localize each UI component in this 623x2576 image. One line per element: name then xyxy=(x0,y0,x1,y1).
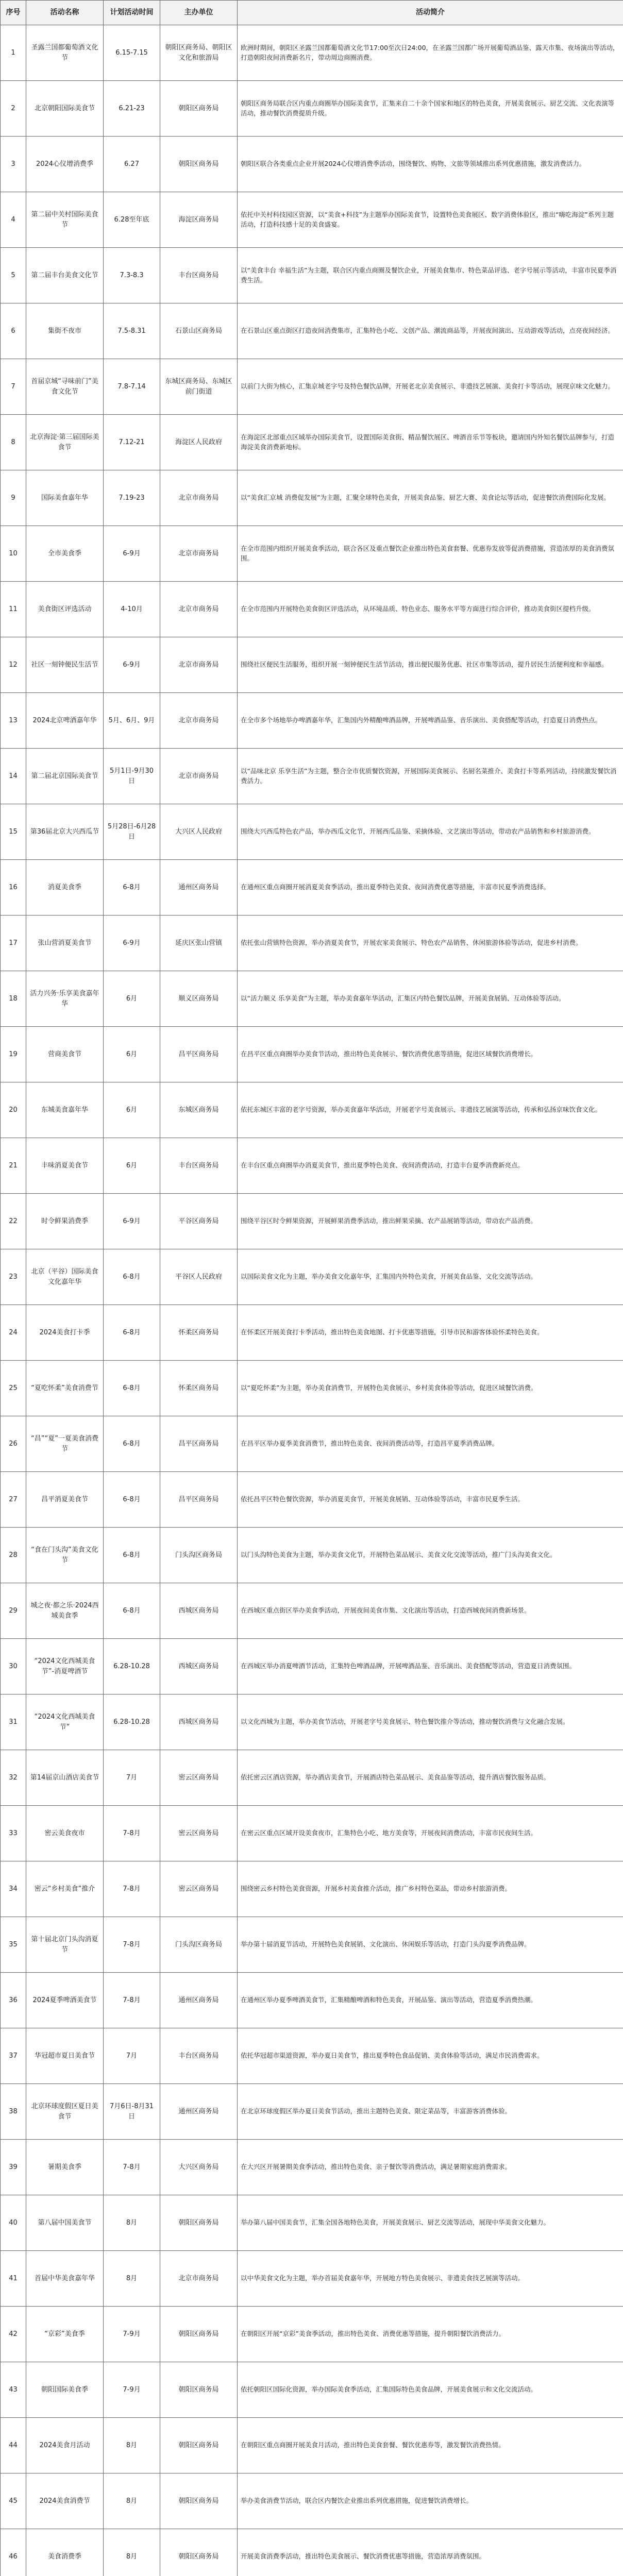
table-row xyxy=(1,137,623,192)
activity-description: 依托东城区丰富的老字号资源，举办美食嘉年华活动，开展老字号美食展示、非遗技艺展演等活动，传承和弘扬京味饮食文化。 xyxy=(238,1082,623,1138)
activity-name: 第二届北京国际美食节 xyxy=(26,749,104,804)
organizer: 通州区商务局 xyxy=(160,2084,238,2140)
row-number: 18 xyxy=(1,971,26,1027)
activity-description: 在朝阳区重点商圈开展美食月活动，推出特色美食套餐、餐饮优惠券等，激发餐饮消费热情。 xyxy=(238,2418,623,2473)
organizer: 丰台区商务局 xyxy=(160,2028,238,2084)
row-number: 17 xyxy=(1,916,26,971)
table-row xyxy=(1,1027,623,1082)
activity-time: 6-9月 xyxy=(104,1194,160,1249)
activity-description: 开展美食消费季活动，推出特色美食展示、餐饮消费优惠等措施，营造浓厚消费氛围。 xyxy=(238,2529,623,2576)
activity-name: “食在门头沟”美食文化节 xyxy=(26,1528,104,1583)
row-number: 1 xyxy=(1,25,26,81)
activity-time: 7-8月 xyxy=(104,2140,160,2195)
row-number: 29 xyxy=(1,1583,26,1639)
table-row xyxy=(1,2473,623,2529)
table-row xyxy=(1,1416,623,1472)
organizer: 顺义区商务局 xyxy=(160,971,238,1027)
table-row xyxy=(1,81,623,137)
activity-description: 在通州区举办夏季啤酒美食节，汇集精酿啤酒和特色美食，开展品鉴、演出等活动，营造夏季消费热潮。 xyxy=(238,1973,623,2028)
organizer: 大兴区商务局 xyxy=(160,2140,238,2195)
activity-time: 5月28日-6月28日 xyxy=(104,804,160,860)
row-number: 30 xyxy=(1,1639,26,1694)
row-number: 19 xyxy=(1,1027,26,1082)
table-row xyxy=(1,2195,623,2251)
organizer: 朝阳区商务局 xyxy=(160,2418,238,2473)
activity-description: 在大兴区开展暑期美食季活动，推出特色美食、亲子餐饮等消费活动，满足暑期家庭消费需求。 xyxy=(238,2140,623,2195)
organizer: 石景山区商务局 xyxy=(160,303,238,359)
row-number: 2 xyxy=(1,81,26,137)
activity-name: 第36届北京大兴西瓜节 xyxy=(26,804,104,860)
activity-name: 活力兴务·乐享美食嘉年华 xyxy=(26,971,104,1027)
row-number: 39 xyxy=(1,2140,26,2195)
header-desc: 活动简介 xyxy=(238,1,623,25)
organizer: 怀柔区商务局 xyxy=(160,1305,238,1361)
activity-time: 6.15-7.15 xyxy=(104,25,160,81)
activity-time: 7.19-23 xyxy=(104,470,160,526)
organizer: 朝阳区商务局 xyxy=(160,2529,238,2576)
table-row xyxy=(1,1194,623,1249)
organizer: 通州区商务局 xyxy=(160,1973,238,2028)
table-row xyxy=(1,1082,623,1138)
table-body xyxy=(1,25,623,2576)
table-row xyxy=(1,693,623,749)
organizer: 西城区商务局 xyxy=(160,1583,238,1639)
row-number: 5 xyxy=(1,248,26,303)
activity-description: 依托密云区酒店资源，举办酒店美食节，开展酒店特色菜品展示、美食品鉴等活动，提升酒店餐饮服务品质。 xyxy=(238,1750,623,1806)
activity-time: 6-8月 xyxy=(104,1305,160,1361)
activity-description: 围绕平谷区时令鲜果资源，开展鲜果消费季活动，推出鲜果采摘、农产品展销等活动，带动农产品消费。 xyxy=(238,1194,623,1249)
activity-time: 8月 xyxy=(104,2473,160,2529)
activity-description: 在西城区重点街区举办美食季活动，开展夜间美食市集、文化演出等活动，打造西城夜间消费新场景。 xyxy=(238,1583,623,1639)
activity-time: 6.28-10.28 xyxy=(104,1639,160,1694)
row-number: 40 xyxy=(1,2195,26,2251)
activity-time: 7-8月 xyxy=(104,1917,160,1973)
activity-time: 8月 xyxy=(104,2195,160,2251)
activity-time: 7-8月 xyxy=(104,1973,160,2028)
activity-description: 在全市范围内开展特色美食街区评选活动，从环境品质、特色业态、服务水平等方面进行综合评价，推动美食街区提档升级。 xyxy=(238,582,623,637)
organizer: 朝阳区商务局 xyxy=(160,2307,238,2362)
activity-name: “昌”“夏”一夏美食消费节 xyxy=(26,1416,104,1472)
activity-name: 密云“乡村美食”推介 xyxy=(26,1861,104,1917)
activity-time: 6-9月 xyxy=(104,526,160,582)
activity-name: 社区一刻钟便民生活节 xyxy=(26,637,104,693)
activity-description: 在海淀区北部重点区域举办国际美食节，设置国际美食街、精品餐饮展区、啤酒音乐节等板块，邀请国内外知名餐饮品牌参与，打造海淀美食消费新地标。 xyxy=(238,415,623,470)
row-number: 37 xyxy=(1,2028,26,2084)
row-number: 26 xyxy=(1,1416,26,1472)
table-row xyxy=(1,248,623,303)
activity-name: 第十届北京门头沟消夏节 xyxy=(26,1917,104,1973)
activity-name: 北京朝阳国际美食节 xyxy=(26,81,104,137)
organizer: 朝阳区商务局 xyxy=(160,2195,238,2251)
organizer: 昌平区商务局 xyxy=(160,1416,238,1472)
activity-name: 第14届京山酒店美食节 xyxy=(26,1750,104,1806)
activity-description: 以“美食丰台 幸福生活”为主题，联合区内重点商圈及餐饮企业，开展美食集市、特色菜品评选、老字号展示等活动，丰富市民夏季消费生活。 xyxy=(238,248,623,303)
organizer: 怀柔区商务局 xyxy=(160,1361,238,1416)
activity-description: 围绕大兴西瓜特色农产品，举办西瓜文化节，开展西瓜品鉴、采摘体验、文艺演出等活动，带动农产品销售和乡村旅游消费。 xyxy=(238,804,623,860)
activity-description: 依托华冠超市渠道资源，举办夏日美食节，推出夏季特色食品促销、美食体验等活动，满足市民消费需求。 xyxy=(238,2028,623,2084)
table-row xyxy=(1,2362,623,2418)
activity-time: 8月 xyxy=(104,2251,160,2307)
activity-description: 在昌平区重点商圈举办美食节活动，推出特色美食展示、餐饮消费优惠等措施，促进区域餐饮消费增长。 xyxy=(238,1027,623,1082)
activity-time: 6-8月 xyxy=(104,1472,160,1528)
organizer: 西城区商务局 xyxy=(160,1694,238,1750)
activity-name: 昌平消夏美食节 xyxy=(26,1472,104,1528)
row-number: 6 xyxy=(1,303,26,359)
row-number: 12 xyxy=(1,637,26,693)
activity-name: 2024美食消费节 xyxy=(26,2473,104,2529)
organizer: 朝阳区商务局 xyxy=(160,2362,238,2418)
row-number: 25 xyxy=(1,1361,26,1416)
activity-time: 6月 xyxy=(104,1138,160,1194)
activity-description: 以文化西城为主题，举办美食节活动，开展老字号美食展示、特色餐饮推介等活动，推动餐饮消费与文化融合发展。 xyxy=(238,1694,623,1750)
organizer: 门头沟区商务局 xyxy=(160,1917,238,1973)
activity-time: 7月 xyxy=(104,2028,160,2084)
activity-name: 2024夏季啤酒美食节 xyxy=(26,1973,104,2028)
activity-time: 7.12-21 xyxy=(104,415,160,470)
row-number: 31 xyxy=(1,1694,26,1750)
row-number: 36 xyxy=(1,1973,26,2028)
row-number: 8 xyxy=(1,415,26,470)
table-row xyxy=(1,1528,623,1583)
row-number: 38 xyxy=(1,2084,26,2140)
activity-name: 华冠超市夏日美食节 xyxy=(26,2028,104,2084)
table-row xyxy=(1,1861,623,1917)
table-row xyxy=(1,2418,623,2473)
activity-time: 6-8月 xyxy=(104,860,160,916)
organizer: 昌平区商务局 xyxy=(160,1472,238,1528)
activity-name: 美食消费季 xyxy=(26,2529,104,2576)
table-row xyxy=(1,1639,623,1694)
organizer: 北京市商务局 xyxy=(160,582,238,637)
table-row xyxy=(1,1917,623,1973)
activity-name: 张山营消夏美食节 xyxy=(26,916,104,971)
activity-name: 北京环球度假区夏日美食节 xyxy=(26,2084,104,2140)
row-number: 41 xyxy=(1,2251,26,2307)
activity-time: 6.28至年底 xyxy=(104,192,160,248)
activity-time: 6-8月 xyxy=(104,1249,160,1305)
activity-name: 消夏美食季 xyxy=(26,860,104,916)
activity-time: 8月 xyxy=(104,2418,160,2473)
row-number: 14 xyxy=(1,749,26,804)
activity-name: 国际美食嘉年华 xyxy=(26,470,104,526)
organizer: 东城区商务局 xyxy=(160,1082,238,1138)
activity-name: 第二届丰台美食文化节 xyxy=(26,248,104,303)
activity-name: 第八届中国美食节 xyxy=(26,2195,104,2251)
organizer: 朝阳区商务局 xyxy=(160,137,238,192)
organizer: 丰台区商务局 xyxy=(160,1138,238,1194)
organizer: 密云区商务局 xyxy=(160,1750,238,1806)
table-row xyxy=(1,526,623,582)
organizer: 门头沟区商务局 xyxy=(160,1528,238,1583)
activity-name: 2024美食月活动 xyxy=(26,2418,104,2473)
organizer: 朝阳区商务局 xyxy=(160,81,238,137)
table-row xyxy=(1,971,623,1027)
row-number: 15 xyxy=(1,804,26,860)
activity-time: 7.5-8.31 xyxy=(104,303,160,359)
activity-name: 第二届中关村国际美食节 xyxy=(26,192,104,248)
activity-description: 在通州区重点商圈开展消夏美食季活动，推出夏季特色美食、夜间消费优惠等措施，丰富市民夏季消费选择。 xyxy=(238,860,623,916)
activity-name: 2024北京啤酒嘉年华 xyxy=(26,693,104,749)
activity-time: 6月 xyxy=(104,971,160,1027)
activity-name: 朝阳国际美食季 xyxy=(26,2362,104,2418)
header-time: 计划活动时间 xyxy=(104,1,160,25)
table-row xyxy=(1,2028,623,2084)
activity-description: 在密云区重点区域开设美食夜市，汇集特色小吃、地方美食等，开展夜间消费活动，丰富市民夜间生活。 xyxy=(238,1806,623,1861)
row-number: 10 xyxy=(1,526,26,582)
organizer: 平谷区商务局 xyxy=(160,1194,238,1249)
row-number: 27 xyxy=(1,1472,26,1528)
organizer: 大兴区人民政府 xyxy=(160,804,238,860)
header-org: 主办单位 xyxy=(160,1,238,25)
activity-name: 东城美食嘉年华 xyxy=(26,1082,104,1138)
activity-time: 6.21-23 xyxy=(104,81,160,137)
activity-description: 举办第八届中国美食节，汇集全国各地特色美食，开展美食展示、厨艺交流等活动，展现中华美食文化魅力。 xyxy=(238,2195,623,2251)
table-row xyxy=(1,804,623,860)
activity-time: 6-8月 xyxy=(104,1583,160,1639)
organizer: 北京市商务局 xyxy=(160,526,238,582)
table-row xyxy=(1,470,623,526)
row-number: 46 xyxy=(1,2529,26,2576)
activity-time: 6.28-10.28 xyxy=(104,1694,160,1750)
activity-description: 以国际美食文化为主题，举办美食文化嘉年华，汇集国内外特色美食，开展美食品鉴、文化交流等活动。 xyxy=(238,1249,623,1305)
activity-description: 在西城区举办消夏啤酒节活动，汇集特色啤酒品牌，开展啤酒品鉴、音乐演出、美食搭配等活动，营造夏日消费氛围。 xyxy=(238,1639,623,1694)
activity-name: “京彩”美食季 xyxy=(26,2307,104,2362)
organizer: 丰台区商务局 xyxy=(160,248,238,303)
table-row xyxy=(1,1750,623,1806)
table-row xyxy=(1,359,623,415)
activity-name: 密云美食夜市 xyxy=(26,1806,104,1861)
activity-time: 7-8月 xyxy=(104,1861,160,1917)
activity-time: 6月 xyxy=(104,1027,160,1082)
activity-name: 城之夜·都之乐·2024西城美食季 xyxy=(26,1583,104,1639)
activity-description: 欧洲时期间，朝阳区圣露兰国都葡萄酒文化节17:00至次日24:00，在圣露兰国都广场开展葡萄酒品鉴、露天市集、夜场演出等活动，打造朝阳夜间消费新名片，带动周边商圈消费。 xyxy=(238,25,623,81)
activity-description: 以中华美食文化为主题，举办首届美食嘉年华，开展地方特色美食展示、非遗美食技艺展演等活动。 xyxy=(238,2251,623,2307)
activity-description: 以前门大街为核心，汇集京城老字号及特色餐饮品牌，开展老北京美食展示、非遗技艺展演、美食打卡等活动，展现京味文化魅力。 xyxy=(238,359,623,415)
activity-description: 以门头沟特色美食为主题，举办美食文化节，开展特色菜品展示、美食文化交流等活动，推广门头沟美食文化。 xyxy=(238,1528,623,1583)
table-row xyxy=(1,25,623,81)
activity-name: 丰味消夏美食节 xyxy=(26,1138,104,1194)
organizer: 北京市商务局 xyxy=(160,749,238,804)
table-row xyxy=(1,2084,623,2140)
activity-name: 美食街区评选活动 xyxy=(26,582,104,637)
row-number: 33 xyxy=(1,1806,26,1861)
activity-name: 营商美食节 xyxy=(26,1027,104,1082)
activity-description: 在怀柔区开展美食打卡季活动，推出特色美食地图、打卡优惠等措施，引导市民和游客体验怀柔特色美食。 xyxy=(238,1305,623,1361)
row-number: 9 xyxy=(1,470,26,526)
activity-time: 7月 xyxy=(104,1750,160,1806)
activity-name: 2024美食打卡季 xyxy=(26,1305,104,1361)
activity-time: 6-9月 xyxy=(104,637,160,693)
organizer: 北京市商务局 xyxy=(160,637,238,693)
organizer: 北京市商务局 xyxy=(160,470,238,526)
row-number: 4 xyxy=(1,192,26,248)
activity-description: 围绕社区便民生活服务，组织开展一刻钟便民生活节活动，推出便民服务优惠、社区市集等活动，提升居民生活便利度和幸福感。 xyxy=(238,637,623,693)
table-row xyxy=(1,1583,623,1639)
activity-time: 6-8月 xyxy=(104,1416,160,1472)
organizer: 北京市商务局 xyxy=(160,693,238,749)
organizer: 昌平区商务局 xyxy=(160,1027,238,1082)
activity-name: 集街不夜市 xyxy=(26,303,104,359)
activity-description: 围绕密云乡村特色美食资源，开展乡村美食推介活动，推广乡村特色菜品，带动乡村旅游消费。 xyxy=(238,1861,623,1917)
table-row xyxy=(1,2529,623,2576)
activity-time: 5月1日-9月30日 xyxy=(104,749,160,804)
activity-time: 7.8-7.14 xyxy=(104,359,160,415)
activity-time: 7月6日-8月31日 xyxy=(104,2084,160,2140)
activity-name: 暑期美食季 xyxy=(26,2140,104,2195)
table-row xyxy=(1,303,623,359)
table-row xyxy=(1,1806,623,1861)
row-number: 42 xyxy=(1,2307,26,2362)
row-number: 43 xyxy=(1,2362,26,2418)
activity-description: 以“活力顺义 乐享美食”为主题，举办美食嘉年华活动，汇集区内特色餐饮品牌，开展美食展销、互动体验等活动。 xyxy=(238,971,623,1027)
table-row xyxy=(1,1305,623,1361)
activity-name: “2024文化西城美食节” xyxy=(26,1694,104,1750)
row-number: 11 xyxy=(1,582,26,637)
activity-time: 6-8月 xyxy=(104,1361,160,1416)
activity-description: 在北京环球度假区举办夏日美食节活动，推出主题特色美食、限定菜品等，丰富游客消费体验。 xyxy=(238,2084,623,2140)
row-number: 32 xyxy=(1,1750,26,1806)
organizer: 密云区商务局 xyxy=(160,1861,238,1917)
activity-time: 5月、6月、9月 xyxy=(104,693,160,749)
table-row xyxy=(1,1973,623,2028)
row-number: 24 xyxy=(1,1305,26,1361)
table-row xyxy=(1,1472,623,1528)
activity-description: 朝阳区商务局联合区内重点商圈举办国际美食节，汇集来自二十余个国家和地区的特色美食，开展美食展示、厨艺交流、文化表演等活动，推动餐饮消费提质升级。 xyxy=(238,81,623,137)
organizer: 朝阳区商务局 xyxy=(160,2473,238,2529)
activity-time: 8月 xyxy=(104,2529,160,2576)
activity-description: 在昌平区举办夏季美食消费节，推出特色美食、夜间消费活动等，打造昌平夏季消费品牌。 xyxy=(238,1416,623,1472)
organizer: 延庆区张山营镇 xyxy=(160,916,238,971)
row-number: 7 xyxy=(1,359,26,415)
activity-description: 依托张山营镇特色资源，举办消夏美食节，开展农家美食展示、特色农产品销售、休闲旅游体验等活动，促进乡村消费。 xyxy=(238,916,623,971)
activity-name: 圣露兰国都葡萄酒文化节 xyxy=(26,25,104,81)
organizer: 海淀区商务局 xyxy=(160,192,238,248)
activity-description: 在丰台区重点商圈举办消夏美食节，推出夏季特色美食、夜间消费活动，打造丰台夏季消费新亮点。 xyxy=(238,1138,623,1194)
row-number: 13 xyxy=(1,693,26,749)
activity-description: 以“夏吃怀柔”为主题，举办美食消费节，开展特色美食展示、乡村美食体验等活动，促进区域餐饮消费。 xyxy=(238,1361,623,1416)
table-row xyxy=(1,2140,623,2195)
row-number: 16 xyxy=(1,860,26,916)
row-number: 20 xyxy=(1,1082,26,1138)
activity-name: 首届京城“寻味前门”美食文化节 xyxy=(26,359,104,415)
activity-time: 6月 xyxy=(104,1082,160,1138)
activity-description: 朝阳区联合各类重点企业开展2024心仪增消费季活动，围绕餐饮、购物、文旅等领域推出系列优惠措施，激发消费活力。 xyxy=(238,137,623,192)
activity-name: 北京（平谷）国际美食文化嘉年华 xyxy=(26,1249,104,1305)
row-number: 45 xyxy=(1,2473,26,2529)
activity-time: 7-9月 xyxy=(104,2362,160,2418)
header-name: 活动名称 xyxy=(26,1,104,25)
row-number: 35 xyxy=(1,1917,26,1973)
activity-description: 在朝阳区开展“京彩”美食季活动，推出特色美食、消费优惠等措施，提升朝阳餐饮消费活力。 xyxy=(238,2307,623,2362)
table-row xyxy=(1,415,623,470)
activity-name: “2024文化西城美食节”-消夏啤酒节 xyxy=(26,1639,104,1694)
organizer: 密云区商务局 xyxy=(160,1806,238,1861)
table-row xyxy=(1,582,623,637)
activity-time: 7-8月 xyxy=(104,1806,160,1861)
table-row xyxy=(1,1249,623,1305)
table-header-row xyxy=(1,1,623,25)
activity-description: 在全市多个场地举办啤酒嘉年华，汇集国内外精酿啤酒品牌，开展啤酒品鉴、音乐演出、美食搭配等活动，打造夏日消费热点。 xyxy=(238,693,623,749)
row-number: 21 xyxy=(1,1138,26,1194)
row-number: 34 xyxy=(1,1861,26,1917)
activity-description: 在石景山区重点街区打造夜间消费集市，汇集特色小吃、文创产品、潮流商品等，开展夜间演出、互动游戏等活动，点亮夜间经济。 xyxy=(238,303,623,359)
activity-description: 在全市范围内组织开展美食季活动，联合各区及重点餐饮企业推出特色美食套餐、优惠券发放等促消费措施，营造浓厚的美食消费氛围。 xyxy=(238,526,623,582)
activity-description: 依托中关村科技园区资源，以“美食+科技”为主题举办国际美食节，设置特色美食展区、数字消费体验区，推出“嗨吃海淀”系列主题活动，打造科技感十足的美食盛宴。 xyxy=(238,192,623,248)
table-row xyxy=(1,860,623,916)
activity-name: 首届中华美食嘉年华 xyxy=(26,2251,104,2307)
table-row xyxy=(1,1138,623,1194)
activity-time: 7.3-8.3 xyxy=(104,248,160,303)
activity-description: 以“美食汇京城 消费促发展”为主题，汇聚全球特色美食，开展美食品鉴、厨艺大赛、美食论坛等活动，促进餐饮消费国际化发展。 xyxy=(238,470,623,526)
activity-time: 6.27 xyxy=(104,137,160,192)
activity-time: 6-8月 xyxy=(104,1528,160,1583)
row-number: 3 xyxy=(1,137,26,192)
activity-name: 全市美食季 xyxy=(26,526,104,582)
table-row xyxy=(1,1694,623,1750)
table-row xyxy=(1,637,623,693)
row-number: 44 xyxy=(1,2418,26,2473)
organizer: 北京市商务局 xyxy=(160,2251,238,2307)
row-number: 23 xyxy=(1,1249,26,1305)
table-row xyxy=(1,192,623,248)
activity-time: 7-9月 xyxy=(104,2307,160,2362)
organizer: 朝阳区商务局、朝阳区文化和旅游局 xyxy=(160,25,238,81)
organizer: 平谷区人民政府 xyxy=(160,1249,238,1305)
table-row xyxy=(1,749,623,804)
activity-description: 举办美食消费节活动，联合区内餐饮企业推出系列优惠措施，促进餐饮消费增长。 xyxy=(238,2473,623,2529)
table-row xyxy=(1,2251,623,2307)
activity-name: 北京海淀·第三届国际美食节 xyxy=(26,415,104,470)
activity-name: “夏吃怀柔”美食消费节 xyxy=(26,1361,104,1416)
activity-time: 6-9月 xyxy=(104,916,160,971)
organizer: 西城区商务局 xyxy=(160,1639,238,1694)
organizer: 东城区商务局、东城区前门街道 xyxy=(160,359,238,415)
organizer: 海淀区人民政府 xyxy=(160,415,238,470)
activity-description: 以“品味北京 乐享生活”为主题，整合全市优质餐饮资源，开展国际美食展示、名厨名菜推介、美食打卡等系列活动，持续激发餐饮消费活力。 xyxy=(238,749,623,804)
table-row xyxy=(1,916,623,971)
table-row xyxy=(1,1361,623,1416)
activity-description: 依托昌平区特色餐饮资源，举办消夏美食节，开展美食展销、互动体验等活动，丰富市民夏季生活。 xyxy=(238,1472,623,1528)
activity-description: 举办第十届消夏节活动，开展特色美食展销、文化演出、休闲娱乐等活动，打造门头沟夏季消费品牌。 xyxy=(238,1917,623,1973)
activity-time: 4-10月 xyxy=(104,582,160,637)
row-number: 28 xyxy=(1,1528,26,1583)
row-number: 22 xyxy=(1,1194,26,1249)
activity-description: 依托朝阳区国际化资源，举办国际美食季活动，汇集国际特色美食品牌，开展美食展示和文化交流活动。 xyxy=(238,2362,623,2418)
activity-name: 时令鲜果消费季 xyxy=(26,1194,104,1249)
header-no: 序号 xyxy=(1,1,26,25)
table-row xyxy=(1,2307,623,2362)
organizer: 通州区商务局 xyxy=(160,860,238,916)
activity-name: 2024心仪增消费季 xyxy=(26,137,104,192)
